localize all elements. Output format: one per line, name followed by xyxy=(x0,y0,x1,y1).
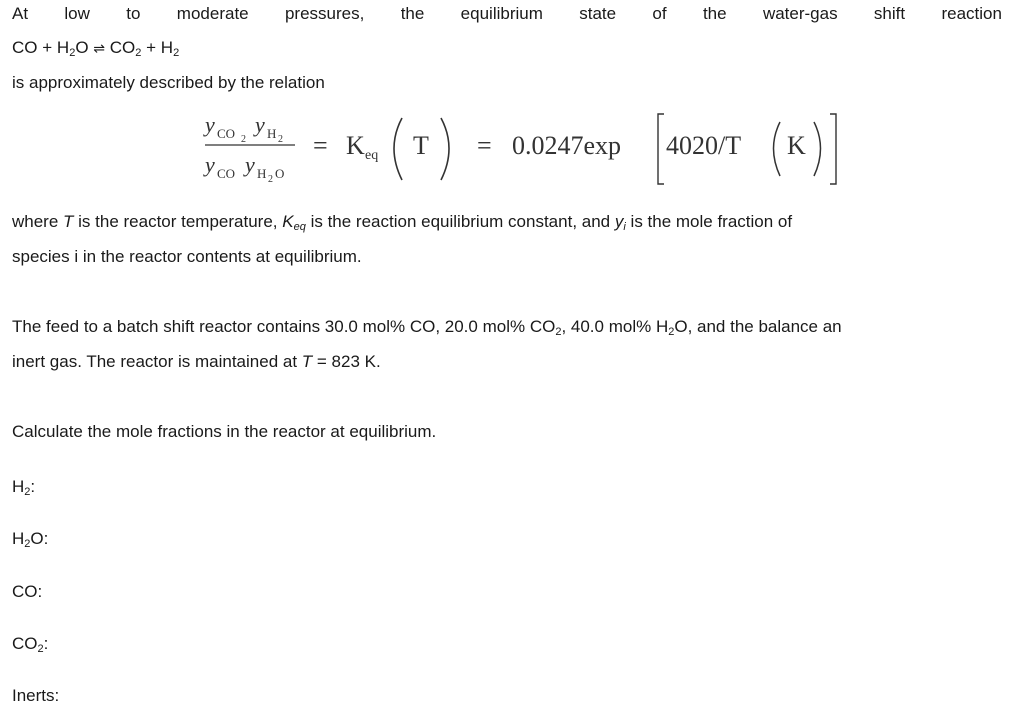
eq-sub: 2 xyxy=(278,134,283,145)
var-t: T xyxy=(63,212,74,231)
eq-k: K xyxy=(346,131,365,160)
intro-word: shift xyxy=(873,4,906,23)
eq-t: T xyxy=(413,131,429,160)
eq-sub: H xyxy=(267,126,277,141)
eq-sub: CO xyxy=(217,126,236,141)
eq-y: y xyxy=(205,112,215,137)
eq-sub: H xyxy=(257,166,267,181)
bracket-right xyxy=(830,114,836,184)
intro-word: the xyxy=(702,4,727,23)
eq-y: y xyxy=(245,152,255,177)
intro-word: reaction xyxy=(941,4,1002,23)
equilibrium-equation xyxy=(200,108,860,190)
intro-word: pressures, xyxy=(284,4,365,23)
intro-word: of xyxy=(652,4,667,23)
eq-sub: CO xyxy=(217,166,236,181)
intro-word: equilibrium xyxy=(460,4,543,23)
eq-sub: O xyxy=(275,166,285,181)
reaction-co: CO xyxy=(12,38,38,57)
feed-line-2: inert gas. The reactor is maintained at T = 823 K. xyxy=(12,352,381,371)
paren-right xyxy=(441,118,449,180)
eq-k-sub: eq xyxy=(365,148,379,163)
where-line-2: species i in the reactor contents at equilibrium. xyxy=(12,247,362,266)
relation-text: is approximately described by the relation xyxy=(12,73,325,92)
answer-label-h2o: $H_2O$: xyxy=(12,529,49,550)
feed-line-1: The feed to a batch shift reactor contains 30.0 mol% CO, 20.0 mol% $CO_2$, 40.0 mol% $H_2O$, and the balance an xyxy=(12,317,842,338)
intro-word: the xyxy=(400,4,425,23)
eq-sub: 2 xyxy=(268,174,273,185)
where-line-1: where T is the reactor temperature, $K_{eq}$ is the reaction equilibrium constant, and $y_i$ is the mole fraction of xyxy=(12,212,793,233)
eq-equals: = xyxy=(477,131,492,160)
reaction-line xyxy=(12,38,179,58)
reaction-h2: $H_2$ xyxy=(160,38,180,59)
eq-unit: K xyxy=(787,131,806,160)
bracket-left xyxy=(658,114,664,184)
intro-word: At xyxy=(12,4,29,23)
reaction-plus: + xyxy=(42,38,53,57)
intro-word: to xyxy=(126,4,141,23)
answer-label-co: CO: xyxy=(12,582,43,601)
eq-equals: = xyxy=(313,131,328,160)
intro-word: moderate xyxy=(176,4,249,23)
eq-exponent: 4020/T xyxy=(666,131,742,160)
question-text: Calculate the mole fractions in the reactor at equilibrium. xyxy=(12,422,437,441)
paren-right xyxy=(814,122,821,176)
eq-y: y xyxy=(205,152,215,177)
eq-sub: 2 xyxy=(241,134,246,145)
answer-label-co2: $CO_2$: xyxy=(12,634,49,655)
reaction-h2o: $H_2O$ xyxy=(56,38,89,59)
intro-word: low xyxy=(64,4,90,23)
var-t: T xyxy=(301,352,313,371)
var-k: K xyxy=(282,212,294,231)
equilibrium-arrow-icon: ⇌ xyxy=(93,40,106,56)
paren-left xyxy=(394,118,402,180)
var-y: y xyxy=(614,212,624,231)
answer-label-inerts: Inerts: xyxy=(12,686,60,705)
eq-coefficient: 0.0247exp xyxy=(512,131,622,160)
intro-word: water-gas xyxy=(762,4,838,23)
intro-line xyxy=(12,4,1002,24)
reaction-co2: $CO_2$ xyxy=(109,38,142,59)
eq-y: y xyxy=(255,112,265,137)
reaction-plus: + xyxy=(146,38,157,57)
intro-word: state xyxy=(579,4,617,23)
paren-left xyxy=(774,122,781,176)
answer-label-h2: $H_2$: xyxy=(12,477,36,498)
